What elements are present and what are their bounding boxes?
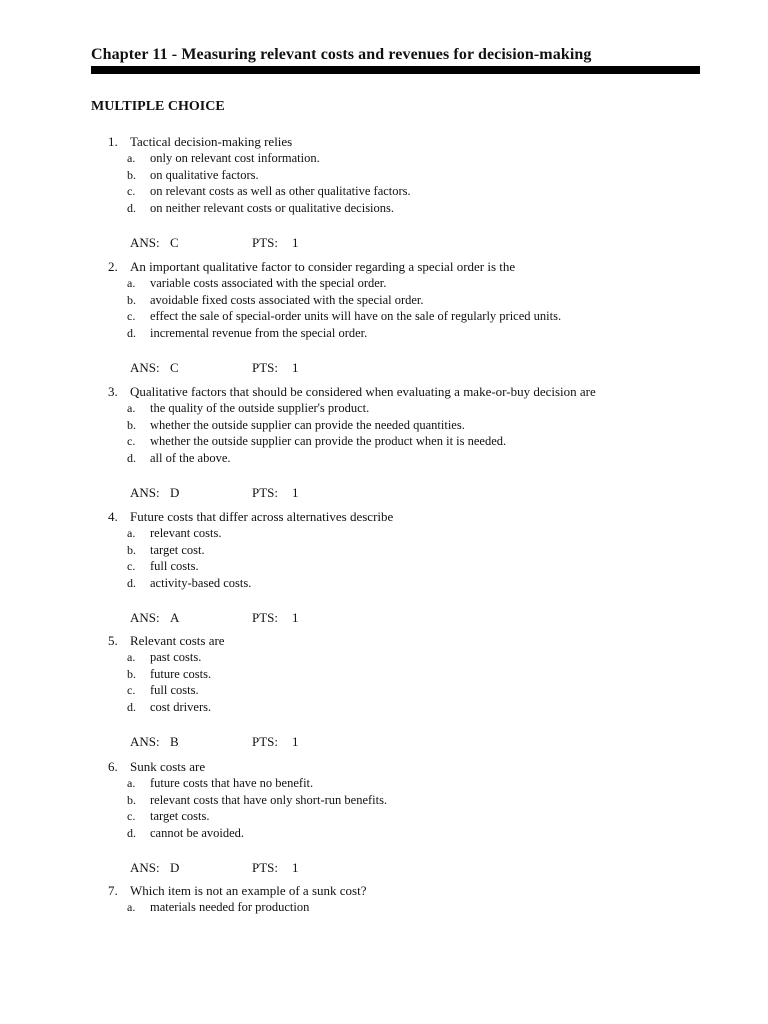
answer-value: D: [170, 860, 180, 875]
answer-label: ANS:: [130, 360, 160, 375]
option-letter: c.: [127, 559, 136, 573]
option-text: target costs.: [150, 809, 210, 823]
option-letter: a.: [127, 151, 136, 165]
question-number: 4.: [108, 509, 118, 524]
option-letter: b.: [127, 543, 136, 557]
option-text: avoidable fixed costs associated with the special order.: [150, 293, 424, 307]
question-number: 7.: [108, 883, 118, 898]
option-text: on qualitative factors.: [150, 168, 259, 182]
option-text: activity-based costs.: [150, 576, 252, 590]
option-text: relevant costs.: [150, 526, 222, 540]
answer-label: ANS:: [130, 860, 160, 875]
option-letter: a.: [127, 776, 136, 790]
option-text: the quality of the outside supplier's product.: [150, 401, 370, 415]
option-text: whether the outside supplier can provide the needed quantities.: [150, 418, 465, 432]
points-value: 1: [292, 360, 299, 375]
option-text: on neither relevant costs or qualitative decisions.: [150, 201, 395, 215]
option-text: effect the sale of special-order units will have on the sale of regularly priced units.: [150, 309, 562, 323]
option-text: cannot be avoided.: [150, 826, 245, 840]
option-letter: a.: [127, 526, 136, 540]
answer-label: ANS:: [130, 485, 160, 500]
section-heading: MULTIPLE CHOICE: [91, 99, 225, 114]
chapter-title: Chapter 11 - Measuring relevant costs and revenues for decision-making: [91, 46, 592, 63]
option-letter: d.: [127, 826, 136, 840]
question-text: Relevant costs are: [130, 633, 225, 648]
option-text: past costs.: [150, 650, 202, 664]
option-letter: d.: [127, 700, 136, 714]
answer-label: ANS:: [130, 235, 160, 250]
option-letter: b.: [127, 667, 136, 681]
question-text: Future costs that differ across alternatives describe: [130, 509, 394, 524]
option-text: variable costs associated with the special order.: [150, 276, 387, 290]
points-label: PTS:: [252, 734, 279, 749]
question-text: Qualitative factors that should be considered when evaluating a make-or-buy decision are: [130, 384, 596, 399]
answer-label: ANS:: [130, 734, 160, 749]
option-text: on relevant costs as well as other qualitative factors.: [150, 184, 411, 198]
question-text: Sunk costs are: [130, 759, 206, 774]
points-label: PTS:: [252, 860, 279, 875]
answer-value: C: [170, 235, 179, 250]
option-letter: c.: [127, 434, 136, 448]
option-letter: b.: [127, 168, 136, 182]
question-number: 6.: [108, 759, 118, 774]
option-text: whether the outside supplier can provide the product when it is needed.: [150, 434, 507, 448]
option-letter: a.: [127, 276, 136, 290]
option-letter: b.: [127, 418, 136, 432]
points-value: 1: [292, 734, 299, 749]
option-letter: c.: [127, 309, 136, 323]
answer-value: A: [170, 610, 180, 625]
option-text: future costs.: [150, 667, 212, 681]
option-letter: d.: [127, 326, 136, 340]
question-number: 2.: [108, 259, 118, 274]
option-text: cost drivers.: [150, 700, 212, 714]
question-number: 1.: [108, 134, 118, 149]
option-letter: c.: [127, 184, 136, 198]
option-letter: a.: [127, 401, 136, 415]
answer-label: ANS:: [130, 610, 160, 625]
option-text: only on relevant cost information.: [150, 151, 320, 165]
answer-value: D: [170, 485, 180, 500]
question-text: An important qualitative factor to consider regarding a special order is the: [130, 259, 516, 274]
points-label: PTS:: [252, 610, 279, 625]
question-number: 3.: [108, 384, 118, 399]
option-letter: b.: [127, 293, 136, 307]
question-text: Tactical decision-making relies: [130, 134, 293, 149]
option-letter: a.: [127, 650, 136, 664]
points-label: PTS:: [252, 485, 279, 500]
option-text: future costs that have no benefit.: [150, 776, 314, 790]
answer-value: B: [170, 734, 179, 749]
points-label: PTS:: [252, 235, 279, 250]
option-letter: d.: [127, 201, 136, 215]
option-text: target cost.: [150, 543, 205, 557]
question-number: 5.: [108, 633, 118, 648]
points-value: 1: [292, 235, 299, 250]
option-text: incremental revenue from the special order.: [150, 326, 368, 340]
points-value: 1: [292, 860, 299, 875]
option-text: materials needed for production: [150, 900, 310, 914]
option-letter: d.: [127, 576, 136, 590]
points-value: 1: [292, 610, 299, 625]
option-letter: c.: [127, 683, 136, 697]
option-text: relevant costs that have only short-run benefits.: [150, 793, 388, 807]
points-label: PTS:: [252, 360, 279, 375]
points-value: 1: [292, 485, 299, 500]
option-letter: b.: [127, 793, 136, 807]
answer-value: C: [170, 360, 179, 375]
option-text: full costs.: [150, 559, 199, 573]
option-letter: d.: [127, 451, 136, 465]
question-text: Which item is not an example of a sunk cost?: [130, 883, 367, 898]
option-letter: a.: [127, 900, 136, 914]
option-text: full costs.: [150, 683, 199, 697]
option-letter: c.: [127, 809, 136, 823]
option-text: all of the above.: [150, 451, 231, 465]
